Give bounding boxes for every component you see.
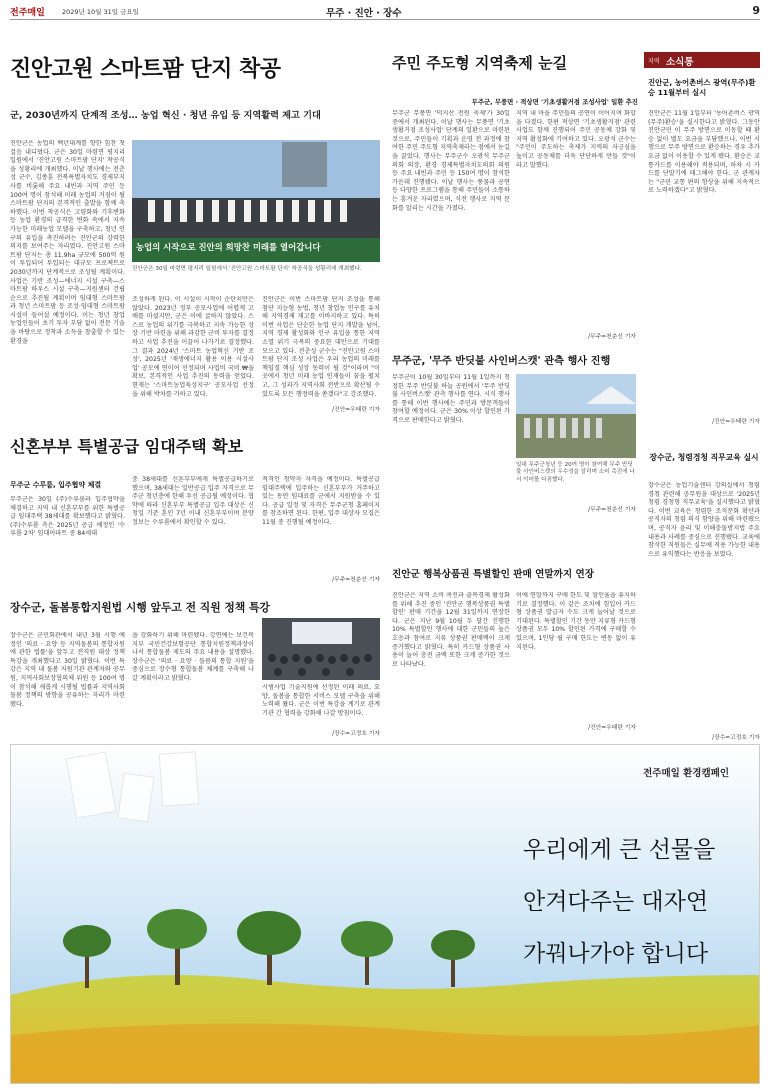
sidebar-item2-title: 장수군, 청렴경청 직무교육 실시 bbox=[649, 453, 759, 462]
lead-col1-continued bbox=[10, 372, 125, 414]
grape-photo bbox=[516, 374, 636, 458]
care-byline: /장수=고정호 기자 bbox=[332, 731, 380, 737]
lead-col1: 진안군은 농업의 백년대계를 향한 힘찬 첫 걸음 내디뎠다. 군은 30일 마령면 평지리 일원에서 '진안고원 스마트팜 단지' 착공식을 성황리에 개최했다. 이날 행사에는 전춘성 군수, 김종훈 전북특별자치도 경제부지사를 비롯해 주요 내빈과 지역 주민 등 100여 명이 참석해 미래 농업의 거점이 될 스마트팜 단지의 본격적인 출발을 함께 축하했다. 이번 착공식은 고령화와 기후변화 등 농업 환경의 급격한 변화 속에서 지속 가능한 미래농업 모델을 구축하고, 청년 인구의 유입을 촉진하려는 진안군의 강력한 의지를 보여주는 자리였다. 진안고원 스마트팜 단지는 총 11.9ha 규모에 500억 원이 투입되어 투입되는 대규모 프로젝트로 2030년까지 단계적으로 조성될 계획이다. 사업은 기반 조성—에너지 시설 구축—스마트팜 하우스 시설 구축—지원센터 건립 순으로 추진될 계획이며 임대형 스마트팜과 청년 스마트팜 등 조성·임대형 스마트팜 시설이 들어설 예정이다. 이는 청년 창업 농업인들이 초기 투자 부담 없이 전문 기술을 바탕으로 정착과 소득을 창출할 수 있는 환경을 bbox=[10, 140, 125, 345]
housing-headline: 신혼부부 특별공급 임대주택 확보 bbox=[10, 437, 244, 456]
ad-line2: 안겨다주는 대자연 bbox=[523, 889, 709, 915]
sidebar-item2-byline: /장수=고정호 기자 bbox=[712, 735, 760, 741]
housing-col3: 적격인 청약자 자격을 예정이다. 특별공급 임대주택에 입주하는 신혼부부가 거주하고 있는 동안 임대료를 군에서 지원받을 수 있다. 공급 일정 및 자격은 무주군청 홈페이지를 참조하면 된다. 한편, 입주 대상자 모집은 11월 중 진행될 예정이다. bbox=[262, 476, 380, 526]
giftcert-col2: 이에 연말까지 구매 한도 및 할인율을 유지하기로 결정했다. 이 같은 조치에 힘입어 카드형 상품권 발급자 수도 크게 늘어날 것으로 기대된다. 특별할인 기간 동안 지류형 카드형 상품권 모두 10% 할인된 가격에 구매할 수 있으며, 1인당 월 구매 한도는 변동 없이 유지된다. bbox=[516, 592, 636, 651]
lecture-photo bbox=[262, 618, 380, 680]
housing-col1: 무주군은 30일 (주)수루룸과 입주협약을 체결하고 지역 내 신혼부부를 위한 특별공급 임대주택 38세대를 확보했다고 밝혔다. (주)수루룸 측은 2025년 공급 예정인 '수루룸 2차' 임대아파트 중 84세대 bbox=[10, 496, 125, 538]
page-number: 9 bbox=[752, 4, 760, 17]
sidebar-title: 소식통 bbox=[666, 57, 694, 68]
section-title: 무주 · 진안 · 장수 bbox=[326, 8, 402, 19]
care-photo bbox=[262, 618, 380, 680]
lead-col2: 조성하게 된다. 이 시설이 시작이 순탄치만은 않았다. 2023년 정부 공모사업에 어렵게 고배를 마셨지만, 군은 이에 굴하지 않았다. 스스로 농업의 위기를 극복하고 지속 가능한 성장 기반 마련을 위해 과감한 군비 투자를 결정하고 사업 추진을 이끌어 나가기로 결정했다. 그 결과 2024년 '스마트 농업혁신 기반 조성', 2025년 '재생에너지 활용 이용 시설사업' 공모에 연이어 선정되며 사업비 국비 ₩을 확보, 본격적인 사업 추진의 동력을 얻었다. 현재는 '스마트농업육성지구' 공모사업 선정을 위해 박차를 가하고 있다. bbox=[132, 296, 254, 398]
sidebar-item1-body: 진안군은 11월 1일부터 '농어촌버스 광역(무주)환승'을 실시한다고 밝혔다. 그동안 진안군민 이 무주 방면으로 이동할 때 환승 없이 별도 요금을 부담했으나, 이번 시행으로 무주 방면으로 환승하는 경우 추가요금 없이 이용할 수 있게 됐다. 환승은 교통카드를 이용해야 적용되며, 하차 시 카드를 단말기에 태그해야 한다. 군 관계자는 "군민 교통 편의 향상을 위해 지속적으로 노력하겠다"고 밝혔다. bbox=[648, 110, 760, 195]
ad-line1: 우리에게 큰 선물을 bbox=[523, 837, 716, 863]
care-col1: 장수군은 군민회관에서 내년 3월 시행 예정인 '의료 · 요양 등 지역돌봄의 통합지원에 관한 법률'을 앞두고 전직원 대상 정책 특강을 개최했다고 30일 밝혔다. 이번 특강은 지역 내 돌봄 지원기관 관계자와 공무원, 지역사회보장협의체 위원 등 100여 명이 참석해 새롭게 시행될 법률과 지역사회 돌봄 정책의 방향을 공유하는 자리가 마련됐다. bbox=[10, 632, 125, 708]
lead-photo bbox=[132, 140, 380, 262]
environment-campaign-ad bbox=[10, 744, 760, 1084]
festival-col1: 무주군 무풍면 '덕지산 전원 축제'가 30일 중에서 개최된다. 이날 행사는 무풍면 '기초생활거점 조성사업' 단계의 일환으로 마련된 것으로, 주민들이 기획과 운영 전 과정에 참여한 주민 주도형 지역축제라는 점에서 눈길을 끌었다. 행사는 무주군수 오광석 무주군의회 의장, 환경 경제특별자치도의회 의원 등 주요 내빈과 주민 등 150여 명이 참석한 가운데 진행됐다. 이날 행사는 풍물과 공연 등 다양한 프로그램을 통해 주민들이 소통하는 흥겨운 자리였으며, 식전 행사로 지역 문화를 알리는 시간을 가졌다. bbox=[392, 110, 510, 212]
sidebar-item1-title: 진안군, 농어촌버스 광역(무주)환승 11월부터 실시 bbox=[648, 78, 756, 97]
lead-photo-caption: 진안군은 30일 마령면 평지리 일원에서 '진안고원 스마트팜 단지' 착공식을 성황리에 개최했다. bbox=[132, 266, 362, 272]
masthead bbox=[10, 4, 760, 18]
paper-name: 전주매일 bbox=[10, 8, 45, 18]
ad-label: 전주매일 환경캠페인 bbox=[643, 768, 729, 779]
grape-byline: /무주=천춘선 기자 bbox=[588, 507, 636, 513]
issue-date: 2029년 10월 31일 금요일 bbox=[62, 8, 139, 16]
sidebar-item2-body: 장수군은 농업기술센터 강의실에서 청렴경청 관련해 공무원을 대상으로 '2025년 청렴 경청형 직무교육'을 실시했다고 밝혔다. 이번 교육은 청렴한 조직문화 확산과 공직자의 청렴 의식 함양을 위해 마련됐으며, 공직자 윤리 및 이해충돌방지법 주요 내용과 사례를 중심으로 진행됐다. 교육에 참석한 직원들은 실무에 적용 가능한 내용으로 유익했다는 반응을 보였다. bbox=[648, 482, 760, 558]
housing-byline: /무주=천춘선 기자 bbox=[332, 577, 380, 583]
header-rule bbox=[10, 19, 760, 20]
giftcert-byline: /진안=우태란 기자 bbox=[588, 725, 636, 731]
sidebar-news bbox=[644, 52, 760, 742]
banner-slogan: 농업의 시작으로 진안의 희망찬 미래를 열어갑니다 bbox=[136, 242, 321, 252]
giftcert-col1: 진안군은 지역 소비 촉진과 골목경제 활성화를 위해 추진 중인 '진안군 행복상품권 특별할인' 판매 기간을 12월 31일까지 연장한다. 군은 지난 9월 10월 두 달간 진행한 10% 특별할인 행사에 대한 군민들의 높은 호응과 참여로 지류 상품권 판매액이 크게 증가했다고 밝혔다. 특히 카드형 상품권 사용이 늘어 충전 금액 또한 크게 증가한 것으로 나타났다. bbox=[392, 592, 510, 668]
festival-col2: 지역 내 마을 주민들의 공연이 이어지며 화합을 다졌다. 한편 적상면 '기초생활거점' 관련 사업도 함께 진행되어 주민 공동체 강화 및 지역 활성화에 기여하고 있다. 오광석 군수는 "주민이 주도하는 축제가 지역의 자긍심을 높이고 공동체를 더욱 단단하게 만들 것"이라고 말했다. bbox=[516, 110, 636, 169]
lead-byline: /진안=우태란 기자 bbox=[332, 407, 380, 413]
grape-body: 무주군이 10월 30일부터 11월 1일까지 청정한 무주 반딧불 하늘 공원에서 '무주 반딧불 사인버스캣' 관측 행사를 연다. 시식 행사를 통해 이번 행사에는 주민과 방문객들이 참여할 예정이다. 군은 30% 이상 할인된 가격으로 판매한다고 밝혔다. bbox=[392, 374, 510, 424]
housing-subhead: 무주군 수루룸, 입주협약 체결 bbox=[10, 481, 102, 489]
lead-headline: 진안고원 스마트팜 단지 착공 bbox=[10, 57, 281, 82]
festival-headline: 주민 주도형 지역축제 눈길 bbox=[392, 54, 568, 72]
lead-col3: 진안군은 이번 스마트팜 단지 조성을 통해 첨단 지능형 농법, 청년 창업농 인구를 유치해 지역경제 재고를 이바지하고 있다. 특히 이번 사업은 단순한 농업 단지 개발을 넘어, 지역 경제 활성화와 인구 유입을 통한 지역 소멸 위기 극복의 중요한 대안으로 기대를 모으고 있다. 전춘성 군수는 "진안고원 스마트팜 단지 조성 사업은 우리 농업의 미래를 책임질 핵심 성장 동력이 될 것"이라며 "이 곳에서 청년 미래 농업 인재들이 꿈을 펼치고, 그 성과가 지역사회 전반으로 확산될 수 있도록 모든 행정력을 쏟겠다"고 강조했다. bbox=[262, 296, 380, 398]
giftcert-headline: 진안군 행복상품권 특별할인 판매 연말까지 연장 bbox=[392, 569, 595, 580]
sidebar-item1-byline: /진안=우태란 기자 bbox=[712, 419, 760, 425]
festival-subhead: 무주군, 무풍면 · 적상면 '기초생활거점 조성사업' 일환 추진 bbox=[471, 98, 638, 106]
ad-line3: 가꿔나가야 합니다 bbox=[523, 941, 709, 967]
festival-byline: /무주=천춘선 기자 bbox=[588, 334, 636, 340]
care-headline: 장수군, 돌봄통합지원법 시행 앞두고 전 직원 정책 특강 bbox=[10, 601, 270, 614]
housing-col2: 중 38세대를 신혼부부에게 특별공급하기로 했으며, 38세대는 일반공급 입주 자격으로 무주군 청년층에 한해 우선 공급될 예정이다. 협약에 따라 신혼부부 특별공급 입주 대상은 신청일 기준 혼인 7년 이내 신혼부부이며 분양 정보는 수루룸에서 확인할 수 있다. bbox=[132, 476, 254, 526]
lead-subhead: 군, 2030년까지 단계적 조성… 농업 혁신 · 청년 유입 등 지역활력 제고 기대 bbox=[10, 110, 321, 121]
care-col3: 시범사업 기술지원에 선정된 이래 의료, 요양, 돌봄을 통합한 서비스 모델 구축을 위해 노력해 왔다. 군은 이번 특강을 계기로 관계 기관 간 협력을 강화해 나갈 방침이다. bbox=[262, 684, 380, 717]
care-col2: 을 강화하기 위해 마련됐다. 강연에는 보건복지부 국민건강보험공단 통합지원정책과장이 나서 통합돌봄 제도의 주요 내용을 설명했다. 장수군은 '의료 · 요양 · 돌봄의 통합 지원'을 중심으로 장수형 통합돌봄 체계를 구축해 나갈 계획이라고 밝혔다. bbox=[132, 632, 254, 682]
sidebar-tag: 지역 bbox=[648, 58, 660, 65]
event-photo bbox=[516, 374, 636, 458]
sidebar-header bbox=[644, 52, 760, 68]
grape-photo-caption: 일대 무주군청년 등 20여 명이 참여해 무주 반딧불 사인버스캣의 우수성을 알리며 소비 촉진에 나서 이어볼 다짐했다. bbox=[516, 462, 635, 483]
grape-headline: 무주군, '무주 반딧불 사인버스캣' 관측 행사 진행 bbox=[392, 356, 611, 367]
